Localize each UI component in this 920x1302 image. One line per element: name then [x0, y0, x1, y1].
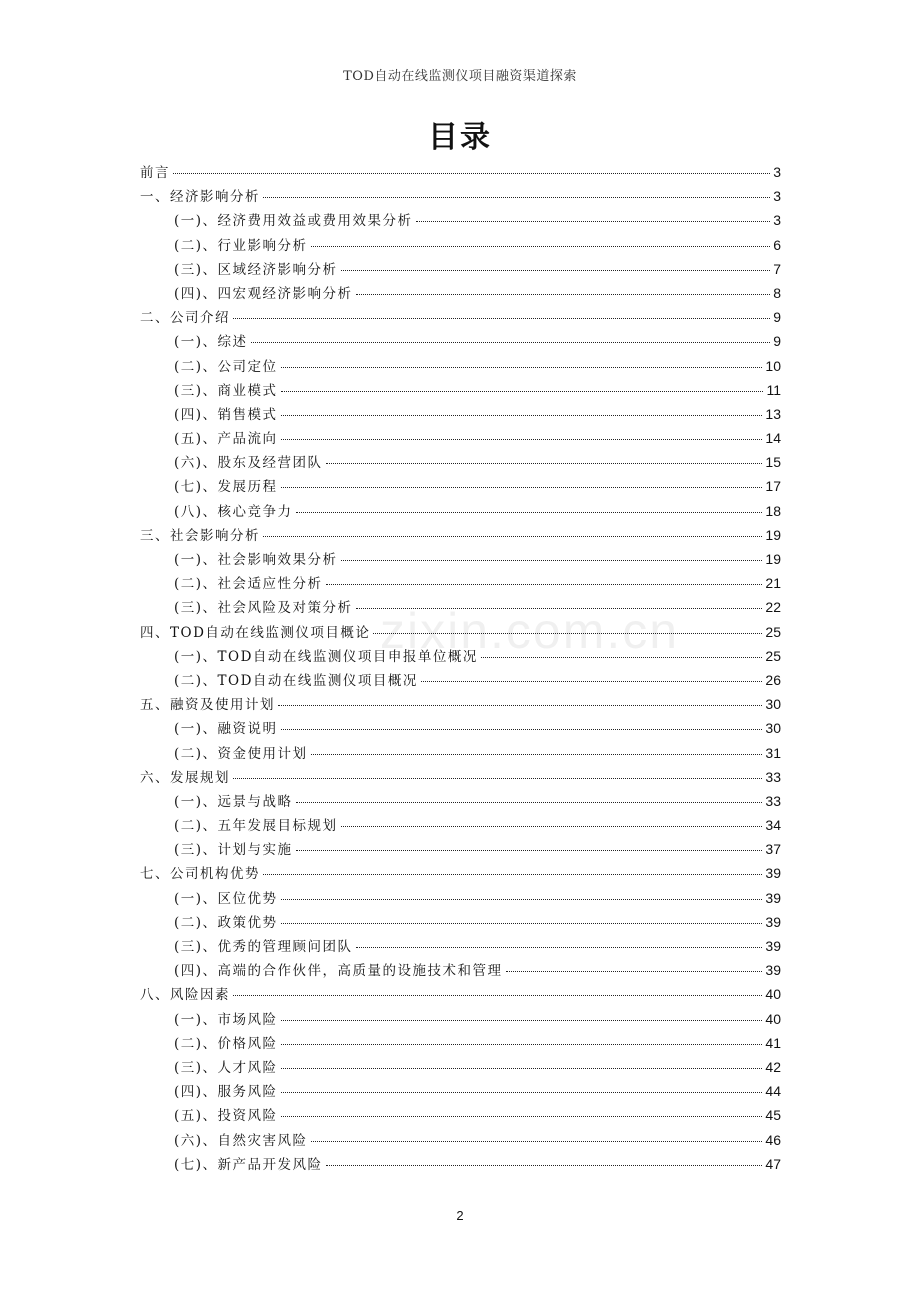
- toc-entry-page-number: 3: [773, 212, 781, 229]
- toc-entry-page-number: 33: [765, 768, 781, 785]
- toc-dot-leader: [296, 850, 763, 851]
- toc-entry-page-number: 47: [765, 1155, 781, 1172]
- toc-dot-leader: [281, 1044, 763, 1045]
- toc-dot-leader: [251, 342, 771, 343]
- toc-entry-page-number: 3: [773, 164, 781, 180]
- toc-entry-label: (二)、TOD自动在线监测仪项目概况: [174, 672, 418, 689]
- toc-entry-label: (一)、市场风险: [174, 1011, 278, 1028]
- toc-dot-leader: [356, 608, 763, 609]
- toc-dot-leader: [281, 391, 764, 392]
- toc-entry-page-number: 19: [765, 551, 781, 567]
- toc-section-entry[interactable]: [140, 1079, 781, 1103]
- toc-entry-page-number: 39: [765, 913, 781, 930]
- toc-entry-page-number: 39: [765, 962, 781, 979]
- toc-entry-page-number: 42: [765, 1058, 781, 1075]
- toc-dot-leader: [281, 487, 763, 488]
- toc-dot-leader: [296, 512, 763, 513]
- toc-entry-label: 五、融资及使用计划: [140, 697, 275, 714]
- toc-entry-page-number: 45: [765, 1107, 781, 1124]
- toc-entry-label: (三)、商业模式: [174, 382, 278, 399]
- toc-entry-label: (四)、四宏观经济影响分析: [174, 285, 353, 302]
- toc-entry-label: (三)、社会风险及对策分析: [174, 600, 353, 617]
- toc-dot-leader: [281, 899, 763, 900]
- toc-entry-page-number: 40: [765, 1010, 781, 1027]
- toc-entry-page-number: 22: [765, 599, 781, 616]
- toc-dot-leader: [281, 439, 763, 440]
- toc-dot-leader: [233, 995, 762, 996]
- toc-entry-page-number: 31: [765, 744, 781, 761]
- toc-entry-page-number: 26: [765, 671, 781, 688]
- toc-entry-label: 三、社会影响分析: [140, 527, 260, 544]
- toc-section-entry[interactable]: [140, 1103, 781, 1127]
- toc-entry-page-number: 11: [766, 381, 781, 398]
- toc-chapter-entry[interactable]: [140, 620, 781, 644]
- toc-entry-page-number: 8: [773, 284, 781, 301]
- toc-entry-page-number: 37: [765, 841, 781, 858]
- toc-entry-label: (五)、投资风险: [174, 1108, 278, 1125]
- toc-entry-label: 二、公司介绍: [140, 310, 230, 327]
- toc-entry-label: (一)、远景与战略: [174, 793, 293, 810]
- toc-entry-page-number: 25: [765, 647, 781, 664]
- toc-section-entry[interactable]: [140, 837, 781, 861]
- toc-entry-page-number: 41: [765, 1034, 781, 1051]
- toc-entry-label: (六)、股东及经营团队: [174, 455, 323, 472]
- toc-entry-label: (八)、核心竞争力: [174, 503, 293, 520]
- toc-entry-label: (一)、经济费用效益或费用效果分析: [174, 213, 413, 230]
- toc-entry-label: (二)、价格风险: [174, 1035, 278, 1052]
- toc-entry-label: (三)、区域经济影响分析: [174, 261, 338, 278]
- toc-section-entry[interactable]: [140, 716, 781, 740]
- toc-entry-page-number: 39: [765, 938, 781, 954]
- toc-entry-page-number: 10: [765, 357, 781, 374]
- toc-section-entry[interactable]: [140, 1055, 781, 1079]
- toc-entry-label: (一)、社会影响效果分析: [174, 552, 338, 568]
- toc-entry-label: (七)、新产品开发风险: [174, 1156, 323, 1173]
- toc-section-entry[interactable]: [140, 571, 781, 595]
- toc-dot-leader: [373, 633, 762, 634]
- toc-entry-page-number: 39: [765, 865, 781, 882]
- toc-section-entry[interactable]: [140, 402, 781, 426]
- toc-entry-page-number: 21: [765, 575, 781, 592]
- toc-entry-label: (四)、高端的合作伙伴，高质量的设施技术和管理: [174, 963, 503, 980]
- toc-dot-leader: [311, 754, 763, 755]
- toc-dot-leader: [356, 294, 771, 295]
- toc-entry-label: 八、风险因素: [140, 987, 230, 1004]
- toc-dot-leader: [281, 729, 763, 730]
- toc-dot-leader: [341, 270, 771, 271]
- running-header: TOD自动在线监测仪项目融资渠道探索: [343, 69, 577, 84]
- page-title: 目录: [428, 120, 492, 155]
- toc-section-entry[interactable]: [140, 208, 781, 232]
- toc-entry-page-number: 19: [765, 526, 781, 543]
- toc-entry-label: 六、发展规划: [140, 769, 230, 786]
- toc-entry-label: (四)、销售模式: [174, 406, 278, 423]
- toc-section-entry[interactable]: [140, 329, 781, 353]
- toc-dot-leader: [233, 778, 762, 779]
- toc-dot-leader: [281, 1020, 763, 1021]
- toc-dot-leader: [506, 971, 763, 972]
- toc-section-entry[interactable]: [140, 1031, 781, 1055]
- toc-section-entry[interactable]: [140, 958, 781, 982]
- toc-section-entry[interactable]: [140, 1128, 781, 1152]
- toc-entry-label: 七、公司机构优势: [140, 866, 260, 883]
- toc-entry-page-number: 17: [765, 478, 781, 495]
- toc-entry-label: (七)、发展历程: [174, 479, 278, 496]
- toc-entry-label: (四)、服务风险: [174, 1084, 278, 1101]
- toc-dot-leader: [326, 1165, 763, 1166]
- toc-entry-page-number: 15: [765, 454, 781, 471]
- toc-section-entry[interactable]: [140, 233, 781, 257]
- toc-entry-label: (一)、综述: [174, 334, 248, 351]
- toc-entry-label: (一)、融资说明: [174, 721, 278, 738]
- toc-section-entry[interactable]: [140, 378, 781, 402]
- toc-entry-label: 前言: [140, 165, 170, 181]
- toc-chapter-entry[interactable]: [140, 861, 781, 885]
- toc-dot-leader: [281, 1116, 763, 1117]
- toc-entry-label: (二)、政策优势: [174, 914, 278, 931]
- toc-entry-label: (二)、公司定位: [174, 358, 278, 375]
- toc-chapter-entry[interactable]: [140, 982, 781, 1006]
- toc-entry-page-number: 25: [765, 623, 781, 640]
- toc-chapter-entry[interactable]: [140, 523, 781, 547]
- toc-dot-leader: [341, 826, 763, 827]
- toc-section-entry[interactable]: [140, 257, 781, 281]
- toc-entry-page-number: 13: [765, 405, 781, 422]
- toc-dot-leader: [421, 681, 762, 682]
- toc-dot-leader: [326, 584, 763, 585]
- toc-dot-leader: [281, 367, 763, 368]
- toc-entry-label: (三)、计划与实施: [174, 842, 293, 859]
- toc-dot-leader: [281, 923, 763, 924]
- toc-dot-leader: [263, 536, 762, 537]
- toc-section-entry[interactable]: [140, 426, 781, 450]
- toc-entry-page-number: 18: [765, 502, 781, 519]
- toc-chapter-entry[interactable]: [140, 765, 781, 789]
- toc-section-entry[interactable]: [140, 281, 781, 305]
- toc-section-entry[interactable]: [140, 741, 781, 765]
- toc-section-entry[interactable]: [140, 499, 781, 523]
- toc-entry-label: (五)、产品流向: [174, 431, 278, 448]
- toc-dot-leader: [233, 318, 770, 319]
- toc-section-entry[interactable]: [140, 668, 781, 692]
- toc-section-entry[interactable]: [140, 1152, 781, 1176]
- toc-section-entry[interactable]: [140, 789, 781, 813]
- toc-section-entry[interactable]: [140, 595, 781, 619]
- toc-dot-leader: [281, 1092, 763, 1093]
- toc-chapter-entry[interactable]: [140, 692, 781, 716]
- toc-entry-label: (二)、资金使用计划: [174, 745, 308, 762]
- toc-dot-leader: [281, 415, 763, 416]
- watermark: zixin.com.cn: [380, 603, 680, 659]
- toc-dot-leader: [263, 874, 762, 875]
- toc-section-entry[interactable]: [140, 450, 781, 474]
- toc-dot-leader: [278, 705, 762, 706]
- toc-entry-page-number: 39: [765, 889, 781, 906]
- toc-dot-leader: [326, 463, 763, 464]
- toc-entry-page-number: 9: [773, 333, 781, 350]
- toc-dot-leader: [481, 657, 762, 658]
- toc-dot-leader: [311, 246, 771, 247]
- toc-entry-page-number: 9: [773, 309, 781, 326]
- toc-dot-leader: [296, 802, 763, 803]
- toc-entry-page-number: 46: [765, 1131, 781, 1148]
- toc-entry-page-number: 30: [765, 696, 781, 713]
- toc-entry-label: (二)、社会适应性分析: [174, 576, 323, 593]
- toc-entry-label: (一)、TOD自动在线监测仪项目申报单位概况: [174, 648, 478, 665]
- page-number: 2: [456, 1208, 464, 1223]
- toc-entry-label: 一、经济影响分析: [140, 189, 260, 206]
- toc-entry-label: (二)、行业影响分析: [174, 237, 308, 254]
- toc-section-entry[interactable]: [140, 813, 781, 837]
- toc-section-entry[interactable]: [140, 910, 781, 934]
- toc-entry-page-number: 3: [773, 188, 781, 205]
- toc-dot-leader: [173, 173, 770, 174]
- toc-dot-leader: [311, 1141, 763, 1142]
- toc-entry-page-number: 34: [765, 817, 781, 834]
- toc-section-entry[interactable]: [140, 886, 781, 910]
- toc-dot-leader: [281, 1068, 763, 1069]
- toc-entry-page-number: 44: [765, 1083, 781, 1100]
- toc-entry-label: (六)、自然灾害风险: [174, 1132, 308, 1149]
- toc-chapter-entry[interactable]: [140, 184, 781, 208]
- toc-entry-label: 四、TOD自动在线监测仪项目概论: [140, 624, 371, 641]
- toc-entry-label: (三)、优秀的管理顾问团队: [174, 939, 353, 955]
- toc-section-entry[interactable]: [140, 474, 781, 498]
- toc-section-entry[interactable]: [140, 354, 781, 378]
- toc-dot-leader: [263, 197, 770, 198]
- toc-entry-label: (三)、人才风险: [174, 1059, 278, 1076]
- toc-section-entry[interactable]: [140, 1007, 781, 1031]
- toc-dot-leader: [341, 560, 763, 561]
- toc-entry-page-number: 14: [765, 430, 781, 447]
- toc-entry-page-number: 40: [765, 986, 781, 1003]
- toc-entry-page-number: 6: [773, 236, 781, 253]
- toc-entry-page-number: 33: [765, 792, 781, 809]
- toc-entry-label: (一)、区位优势: [174, 890, 278, 907]
- toc-entry-page-number: 7: [773, 260, 781, 277]
- toc-chapter-entry[interactable]: [140, 305, 781, 329]
- toc-dot-leader: [416, 221, 771, 222]
- toc-entry-label: (二)、五年发展目标规划: [174, 818, 338, 835]
- toc-dot-leader: [356, 947, 763, 948]
- toc-section-entry[interactable]: [140, 547, 781, 571]
- toc-section-entry[interactable]: [140, 644, 781, 668]
- table-of-contents: [140, 160, 781, 1176]
- toc-section-entry[interactable]: [140, 934, 781, 958]
- toc-chapter-entry[interactable]: [140, 160, 781, 184]
- toc-entry-page-number: 30: [765, 720, 781, 737]
